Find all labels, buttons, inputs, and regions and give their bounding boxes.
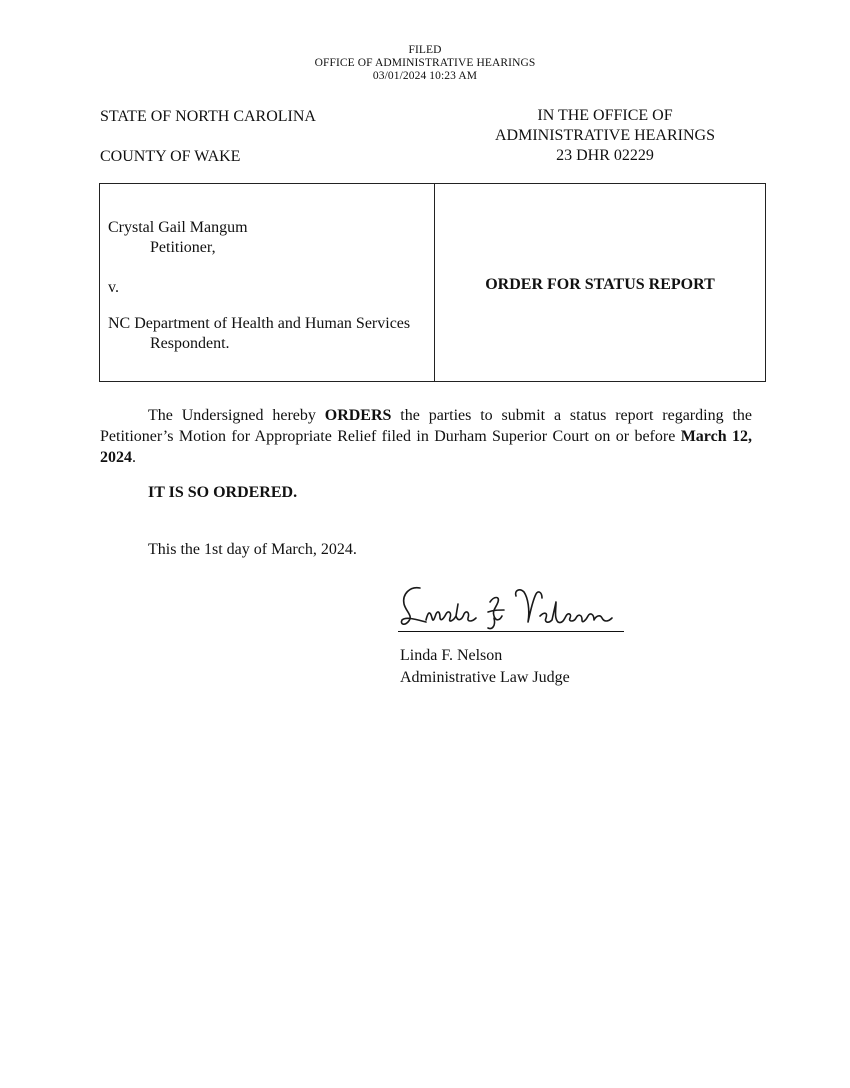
judge-name: Linda F. Nelson xyxy=(400,647,503,664)
case-caption-box xyxy=(99,183,766,382)
stamp-office: OFFICE OF ADMINISTRATIVE HEARINGS xyxy=(314,57,536,69)
judge-title: Administrative Law Judge xyxy=(400,669,570,686)
versus-label: v. xyxy=(108,279,119,296)
order-title-cell xyxy=(435,184,765,381)
respondent-block xyxy=(108,314,410,354)
deadline-date: March 12, 2024 xyxy=(100,428,752,466)
state-label: STATE OF NORTH CAROLINA xyxy=(100,108,316,125)
so-ordered-line: IT IS SO ORDERED. xyxy=(148,484,298,501)
parties-cell xyxy=(100,184,435,381)
order-text-part1: The Undersigned hereby xyxy=(148,407,325,424)
order-text-part3: . xyxy=(132,449,136,466)
county-label: COUNTY OF WAKE xyxy=(100,148,241,165)
handwritten-signature xyxy=(398,580,624,632)
order-paragraph xyxy=(100,405,752,468)
case-number: 23 DHR 02229 xyxy=(556,147,654,164)
caption-jurisdiction xyxy=(100,106,316,167)
respondent-role: Respondent. xyxy=(150,335,230,352)
judge-block xyxy=(400,645,570,689)
petitioner-name: Crystal Gail Mangum xyxy=(108,219,248,236)
caption-office xyxy=(440,106,770,166)
petitioner-role: Petitioner, xyxy=(150,239,216,256)
order-text-part2: the parties to submit a status report regarding the Petitioner’s Motion for Appropriate Relief filed in Durham Superior Court on or before xyxy=(100,407,752,445)
date-line: This the 1st day of March, 2024. xyxy=(148,541,357,558)
stamp-filed: FILED xyxy=(408,44,442,56)
office-line-1: IN THE OFFICE OF xyxy=(537,107,673,124)
petitioner-block xyxy=(108,218,248,258)
order-title: ORDER FOR STATUS REPORT xyxy=(485,276,715,293)
orders-keyword: ORDERS xyxy=(324,407,392,424)
filing-stamp xyxy=(0,44,850,83)
respondent-name: NC Department of Health and Human Services xyxy=(108,315,411,332)
signature-line xyxy=(398,631,624,632)
office-line-2: ADMINISTRATIVE HEARINGS xyxy=(495,127,715,144)
stamp-datetime: 03/01/2024 10:23 AM xyxy=(372,70,478,82)
